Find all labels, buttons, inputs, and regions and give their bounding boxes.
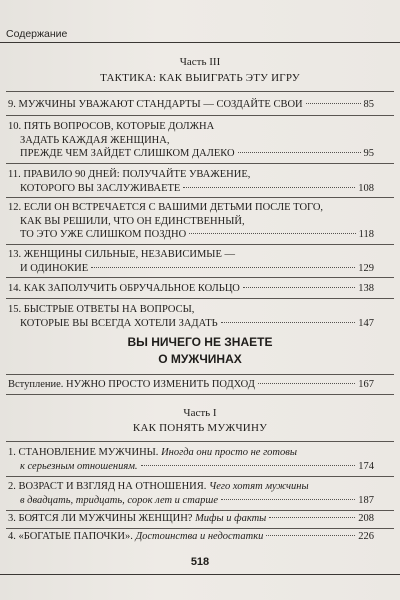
toc-entry-intro[interactable]: Вступление. НУЖНО ПРОСТО ИЗМЕНИТЬ ПОДХОД 167 <box>8 379 374 390</box>
toc-rule <box>6 277 394 278</box>
intro-rule-bottom <box>6 394 394 395</box>
part1-rule <box>6 441 394 442</box>
toc-rule <box>6 298 394 299</box>
toc-entry-14[interactable]: 14. КАК ЗАПОЛУЧИТЬ ОБРУЧАЛЬНОЕ КОЛЬЦО 138 <box>8 283 374 294</box>
page-number: 167 <box>358 379 374 390</box>
page-number: 208 <box>358 513 374 524</box>
footer-rule <box>0 574 400 575</box>
page-number: 226 <box>358 531 374 542</box>
page-folio: 518 <box>190 556 210 568</box>
toc-rule <box>6 197 394 198</box>
page-number: 85 <box>363 99 374 110</box>
toc-entry-12[interactable]: 12. ЕСЛИ ОН ВСТРЕЧАЕТСЯ С ВАШИМИ ДЕТЬМИ ПОСЛЕ ТОГО, КАК ВЫ РЕШИЛИ, ЧТО ОН ЕДИНСТВЕННЫЙ, ТО ЭТО УЖЕ СЛИШКОМ ПОЗДНО 118 <box>8 202 374 241</box>
page-number: 174 <box>358 460 374 472</box>
toc-entry-13[interactable]: 13. ЖЕНЩИНЫ СИЛЬНЫЕ, НЕЗАВИСИМЫЕ — И ОДИНОКИЕ 129 <box>8 249 374 274</box>
page-number: 138 <box>358 283 374 294</box>
toc-entry-p1-2[interactable]: 2. ВОЗРАСТ И ВЗГЛЯД НА ОТНОШЕНИЯ. Чего хотят мужчины в двадцать, тридцать, сорок лет и старше 187 <box>8 481 374 506</box>
toc-entry-p1-1[interactable]: 1. СТАНОВЛЕНИЕ МУЖЧИНЫ. Иногда они просто не готовы к серьезным отношениям. 174 <box>8 447 374 472</box>
page-number: 147 <box>358 317 374 329</box>
intro-rule-top <box>6 374 394 375</box>
toc-rule <box>6 163 394 164</box>
toc-entry-11[interactable]: 11. ПРАВИЛО 90 ДНЕЙ: ПОЛУЧАЙТЕ УВАЖЕНИЕ, КОТОРОГО ВЫ ЗАСЛУЖИВАЕТЕ 108 <box>8 169 374 194</box>
part3-rule <box>6 91 394 92</box>
page-number: 118 <box>358 229 374 241</box>
toc-entry-15[interactable]: 15. БЫСТРЫЕ ОТВЕТЫ НА ВОПРОСЫ, КОТОРЫЕ ВЫ ВСЕГДА ХОТЕЛИ ЗАДАТЬ 147 <box>8 304 374 329</box>
part1-title: КАК ПОНЯТЬ МУЖЧИНУ <box>132 422 268 434</box>
page-number: 129 <box>358 262 374 274</box>
toc-rule <box>6 115 394 116</box>
part3-number: Часть III <box>179 56 221 68</box>
page-number: 95 <box>363 148 374 160</box>
toc-entry-9[interactable]: 9. МУЖЧИНЫ УВАЖАЮТ СТАНДАРТЫ — СОЗДАЙТЕ СВОИ 85 <box>8 99 374 110</box>
page-number: 108 <box>358 182 374 194</box>
part3-title: ТАКТИКА: КАК ВЫИГРАТЬ ЭТУ ИГРУ <box>100 72 300 84</box>
toc-rule <box>6 528 394 529</box>
toc-rule <box>6 476 394 477</box>
page-number: 187 <box>358 494 374 506</box>
book-title-line2: О МУЖЧИНАХ <box>158 352 242 366</box>
running-head: Содержание <box>6 28 68 40</box>
part1-number: Часть I <box>183 407 217 419</box>
toc-entry-10[interactable]: 10. ПЯТЬ ВОПРОСОВ, КОТОРЫЕ ДОЛЖНА ЗАДАТЬ КАЖДАЯ ЖЕНЩИНА, ПРЕЖДЕ ЧЕМ ЗАЙДЕТ СЛИШКОМ ДАЛЕКО 95 <box>8 121 374 160</box>
book-title-line1: ВЫ НИЧЕГО НЕ ЗНАЕТЕ <box>127 335 273 349</box>
header-rule <box>0 42 400 43</box>
toc-entry-p1-3[interactable]: 3. БОЯТСЯ ЛИ МУЖЧИНЫ ЖЕНЩИН? Мифы и факты 208 <box>8 513 374 524</box>
toc-rule <box>6 510 394 511</box>
toc-entry-p1-4[interactable]: 4. «БОГАТЫЕ ПАПОЧКИ». Достоинства и недостатки 226 <box>8 531 374 542</box>
toc-rule <box>6 244 394 245</box>
